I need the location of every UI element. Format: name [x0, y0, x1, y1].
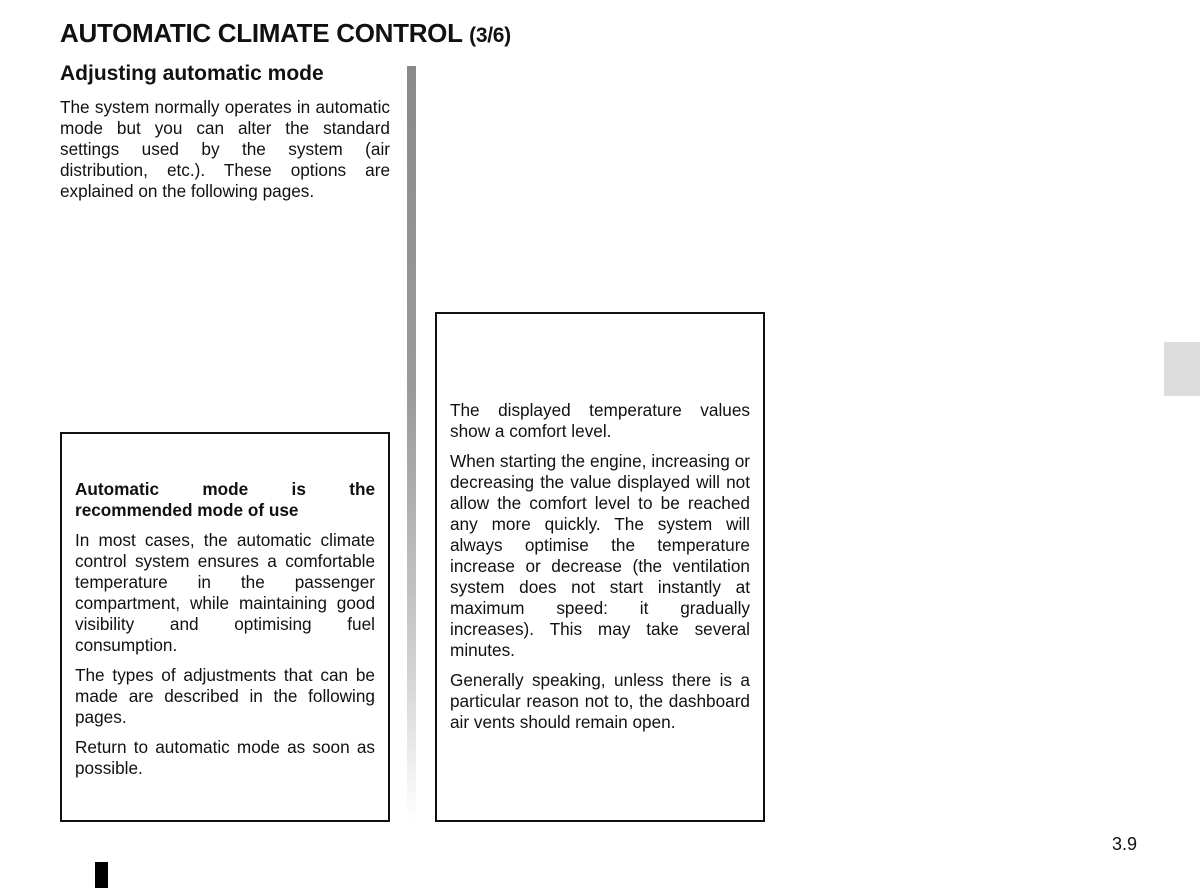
chapter-thumb-tab: [1164, 342, 1200, 396]
intro-paragraph: The system normally operates in automatic mode but you can alter the standard settings used by the system (air distribution, etc.). These options are explained on the following pages.: [60, 97, 390, 201]
note-paragraph: The types of adjustments that can be made are described in the following pages.: [75, 665, 375, 727]
note-title: Automatic mode is the recommended mode of use: [75, 479, 375, 520]
recommendation-note-box: [60, 432, 390, 822]
page-title: [60, 18, 511, 49]
page-edge-mark: [95, 862, 108, 888]
intro-text: [60, 97, 390, 202]
info-paragraph: Generally speaking, unless there is a particular reason not to, the dashboard air vents should remain open.: [450, 670, 750, 732]
note-paragraph: In most cases, the automatic climate control system ensures a comfortable temperature in the passenger compartment, while maintaining good visibility and optimising fuel consumption.: [75, 530, 375, 655]
info-paragraph: When starting the engine, increasing or decreasing the value displayed will not allow the comfort level to be reached any more quickly. The system will always optimise the temperature increase or decrease (the ventilation system does not start instantly at maximum speed: it gradually increases). This may take several minutes.: [450, 451, 750, 660]
temperature-info-box: [435, 312, 765, 822]
column-divider-bar: [407, 66, 416, 820]
info-paragraph: The displayed temperature values show a comfort level.: [450, 400, 750, 441]
page-part-indicator: (3/6): [469, 24, 511, 47]
note-paragraph: Return to automatic mode as soon as possible.: [75, 737, 375, 778]
page-title-text: AUTOMATIC CLIMATE CONTROL: [60, 18, 463, 48]
page-number: 3.9: [1112, 834, 1138, 854]
section-heading: Adjusting automatic mode: [60, 62, 324, 85]
